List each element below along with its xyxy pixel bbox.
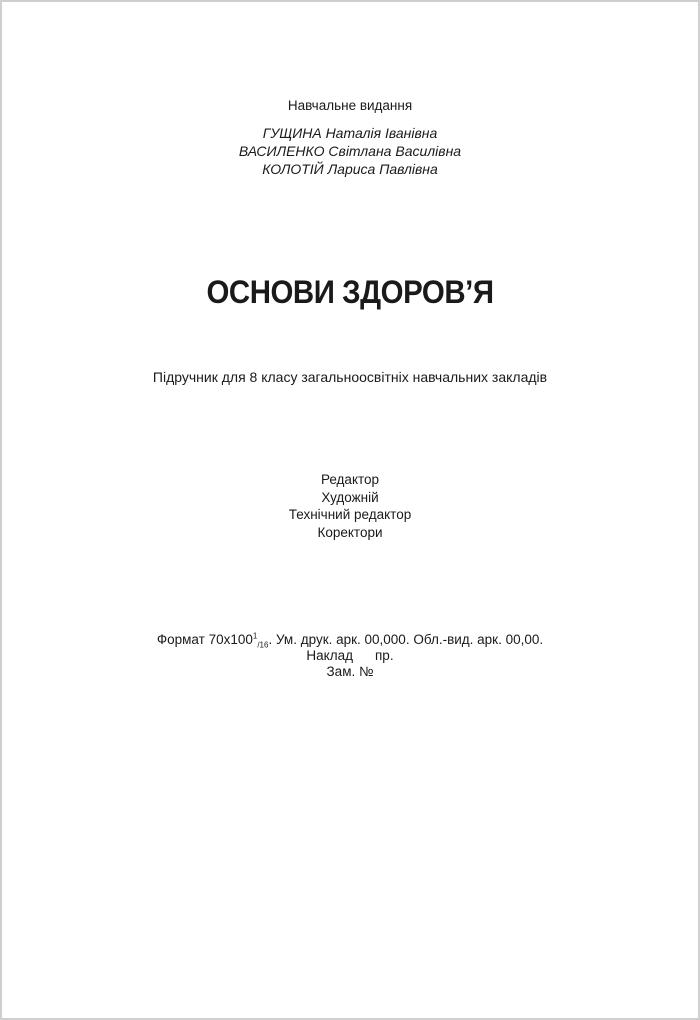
- print-details: [2, 632, 698, 680]
- credit-line: Художній: [321, 489, 379, 505]
- author-line: [2, 160, 698, 178]
- format-subscript: /16: [257, 640, 269, 650]
- credits-list: [2, 471, 698, 541]
- print-run-unit: пр.: [375, 648, 394, 663]
- book-subtitle: Підручник для 8 класу загальноосвітніх навчальних закладів: [152, 369, 548, 385]
- print-run-line: [2, 648, 698, 664]
- order-line: Зам. №: [326, 664, 374, 679]
- publication-type-label: Навчальне видання: [287, 98, 413, 113]
- credit-line: Коректори: [317, 524, 383, 540]
- credit-line: Технічний редактор: [288, 507, 412, 522]
- author-given-name: Лариса Павлівна: [327, 161, 438, 177]
- format-prefix: Формат 70х100: [156, 632, 253, 647]
- format-line: [2, 632, 698, 648]
- author-surname: КОЛОТІЙ: [262, 161, 324, 177]
- author-surname: ГУЩИНА: [262, 125, 322, 141]
- authors-list: [2, 124, 698, 178]
- author-line: [2, 142, 698, 160]
- author-line: [2, 124, 698, 142]
- format-superscript: 1: [252, 631, 258, 641]
- print-run-label: Наклад: [306, 648, 353, 663]
- author-surname: ВАСИЛЕНКО: [238, 143, 325, 159]
- format-rest: . Ум. друк. арк. 00,000. Обл.-вид. арк. 00,00.: [268, 632, 544, 647]
- author-given-name: Наталія Іванівна: [325, 125, 438, 141]
- book-title: ОСНОВИ ЗДОРОВ’Я: [206, 274, 494, 310]
- credit-line: Редактор: [320, 472, 380, 487]
- author-given-name: Світлана Василівна: [328, 143, 462, 159]
